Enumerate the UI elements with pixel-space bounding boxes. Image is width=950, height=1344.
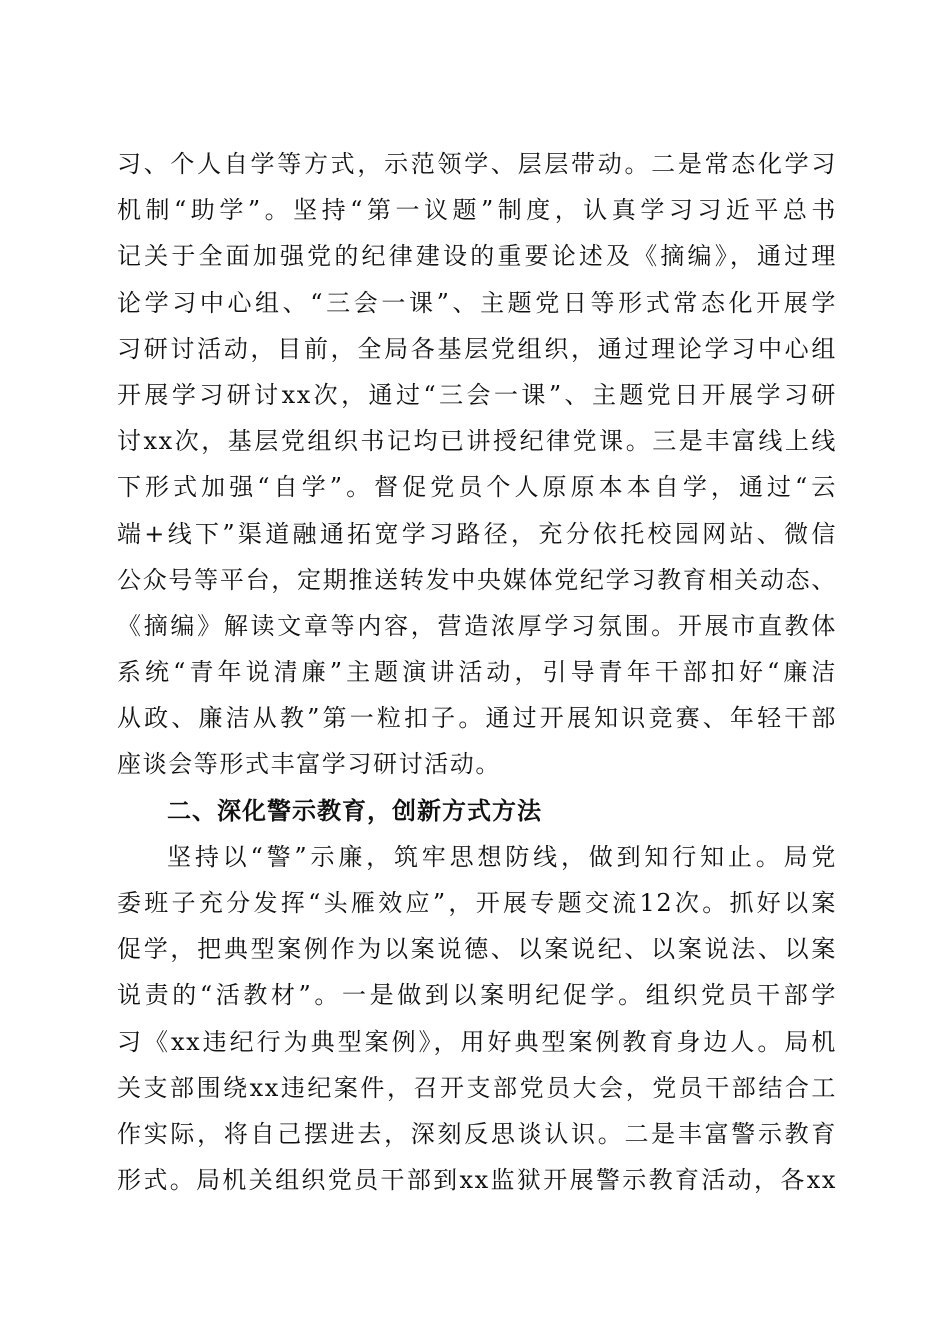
paragraph-line: 公众号等平台，定期推送转发中央媒体党纪学习教育相关动态、 xyxy=(117,565,837,594)
paragraph-line: 座谈会等形式丰富学习研讨活动。 xyxy=(117,750,501,779)
paragraph-line: 开展学习研讨xx次，通过“三会一课”、主题党日开展学习研 xyxy=(117,380,837,409)
paragraph-line: 形式。局机关组织党员干部到xx监狱开展警示教育活动，各xx xyxy=(117,1166,837,1195)
paragraph-line: 习、个人自学等方式，示范领学、层层带动。二是常态化学习 xyxy=(117,150,837,178)
paragraph-line: 讨xx次，基层党组织书记均已讲授纪律党课。三是丰富线上线 xyxy=(117,427,837,456)
section-heading: 二、深化警示教育，创新方式方法 xyxy=(167,796,542,825)
paragraph-line: 从政、廉洁从教”第一粒扣子。通过开展知识竞赛、年轻干部 xyxy=(117,704,837,733)
paragraph-line: 论学习中心组、“三会一课”、主题党日等形式常态化开展学 xyxy=(117,288,837,317)
paragraph-line: 系统“青年说清廉”主题演讲活动，引导青年干部扣好“廉洁 xyxy=(117,658,837,687)
paragraph-line: 端+线下”渠道融通拓宽学习路径，充分依托校园网站、微信 xyxy=(117,519,837,548)
paragraph-line: 关支部围绕xx违纪案件，召开支部党员大会，党员干部结合工 xyxy=(117,1073,837,1102)
paragraph-line: 下形式加强“自学”。督促党员个人原原本本自学，通过“云 xyxy=(117,473,837,502)
paragraph-line: 习《xx违纪行为典型案例》，用好典型案例教育身边人。局机 xyxy=(117,1027,837,1056)
paragraph-line: 坚持以“警”示廉，筑牢思想防线，做到知行知止。局党 xyxy=(167,842,837,871)
paragraph-line: 记关于全面加强党的纪律建设的重要论述及《摘编》，通过理 xyxy=(117,242,837,271)
paragraph-line: 习研讨活动，目前，全局各基层党组织，通过理论学习中心组 xyxy=(117,334,837,363)
paragraph-line: 委班子充分发挥“头雁效应”，开展专题交流12次。抓好以案 xyxy=(117,889,837,917)
document-body xyxy=(117,141,837,1203)
paragraph-line: 机制“助学”。坚持“第一议题”制度，认真学习习近平总书 xyxy=(117,196,837,225)
paragraph-line: 促学，把典型案例作为以案说德、以案说纪、以案说法、以案 xyxy=(117,935,837,964)
paragraph-line: 《摘编》解读文章等内容，营造浓厚学习氛围。开展市直教体 xyxy=(117,611,837,640)
paragraph-line: 作实际，将自己摆进去，深刻反思谈认识。二是丰富警示教育 xyxy=(117,1119,837,1148)
paragraph-line: 说责的“活教材”。一是做到以案明纪促学。组织党员干部学 xyxy=(117,981,837,1010)
